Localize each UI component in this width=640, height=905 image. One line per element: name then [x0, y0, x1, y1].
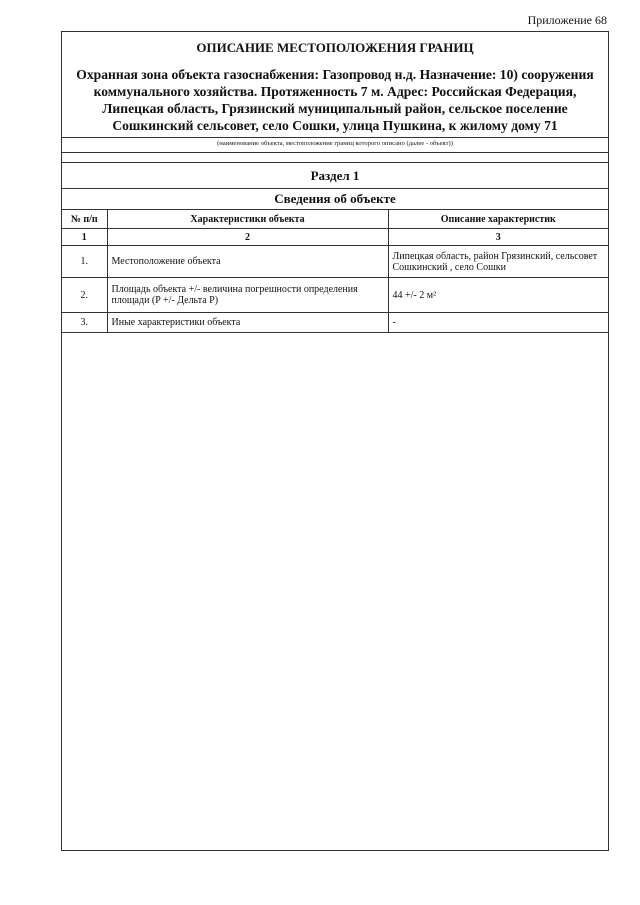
object-caption: (наименование объекта, местоположение границ которого описано (далее - объект)) — [217, 140, 453, 147]
subsection-title: Сведения об объекте — [62, 188, 608, 209]
row-num: 1. — [62, 246, 107, 278]
object-name: Охранная зона объекта газоснабжения: Газопровод н.д. Назначение: 10) сооружения коммунального хозяйства. Протяженность 7 м. Адрес: Российская Федерация, Липецкая область, Грязинский муниципальный район, сельское поселение Сошкинский сельсовет, село Сошки, улица Пушкина, к жилому дому 71 — [76, 67, 594, 133]
section-title: Раздел 1 — [62, 162, 608, 188]
table-row — [62, 313, 608, 333]
column-number: 2 — [107, 229, 388, 246]
header-description: Описание характеристик — [388, 210, 608, 229]
appendix-label: Приложение 68 — [527, 13, 607, 27]
header-characteristic: Характеристики объекта — [107, 210, 388, 229]
row-description: - — [388, 313, 608, 333]
table-row — [62, 246, 608, 278]
column-number-row — [62, 229, 608, 246]
column-number: 1 — [62, 229, 107, 246]
row-num: 3. — [62, 313, 107, 333]
row-characteristic: Иные характеристики объекта — [107, 313, 388, 333]
row-characteristic: Площадь объекта +/- величина погрешности определения площади (P +/- Дельта P) — [107, 278, 388, 313]
document-title: ОПИСАНИЕ МЕСТОПОЛОЖЕНИЯ ГРАНИЦ — [196, 40, 474, 55]
object-info-table — [62, 209, 608, 333]
document-frame — [61, 31, 609, 851]
table-row — [62, 278, 608, 313]
table-header-row — [62, 210, 608, 229]
row-num: 2. — [62, 278, 107, 313]
header-num: № п/п — [62, 210, 107, 229]
column-number: 3 — [388, 229, 608, 246]
row-description: 44 +/- 2 м² — [388, 278, 608, 313]
row-characteristic: Местоположение объекта — [107, 246, 388, 278]
row-description: Липецкая область, район Грязинский, сельсовет Сошкинский , село Сошки — [388, 246, 608, 278]
